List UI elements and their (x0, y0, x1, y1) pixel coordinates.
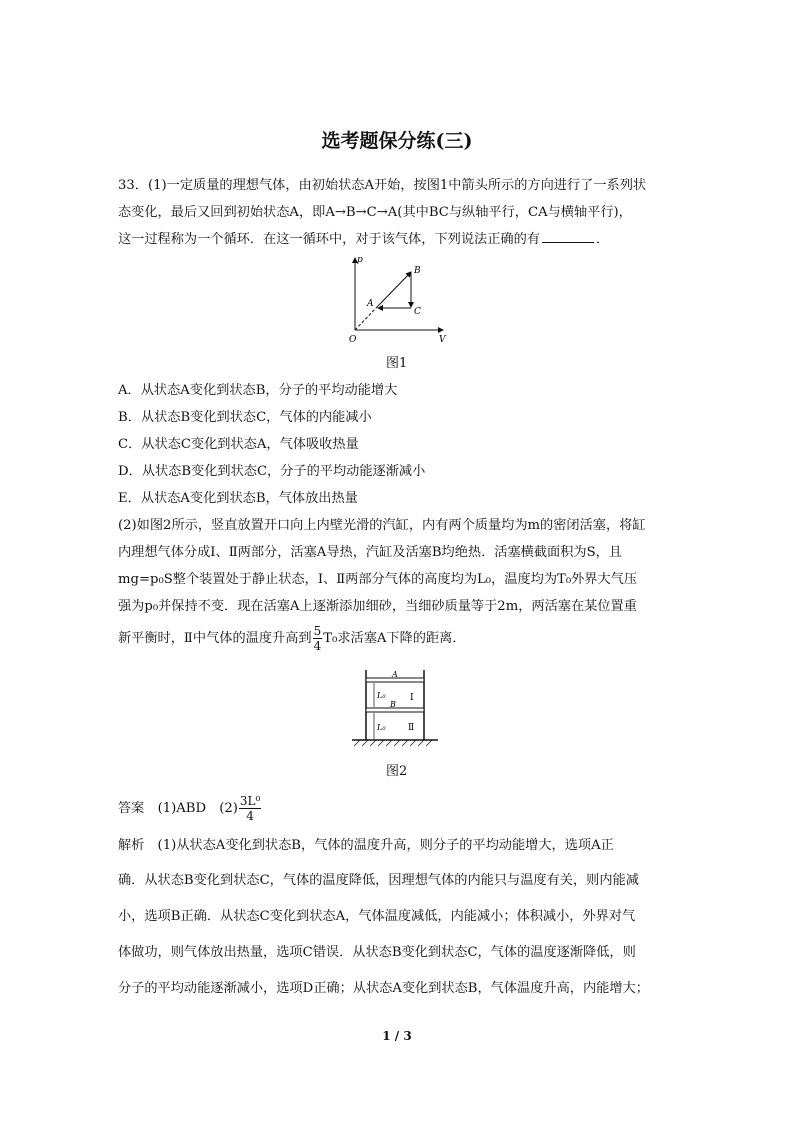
option-e: E．从状态A变化到状态B，气体放出热量 (118, 491, 358, 506)
q33-line3-end: ． (596, 232, 610, 247)
analysis-line5: 分子的平均动能逐渐减小，选项D正确；从状态A变化到状态B，气体温度升高，内能增大； (118, 981, 649, 996)
part2-line2: 内理想气体分成Ⅰ、Ⅱ两部分，活塞A导热，汽缸及活塞B均绝热．活塞横截面积为S，且 (118, 545, 622, 560)
q33-line1: 33．(1)一定质量的理想气体，由初始状态A开始，按图1中箭头所示的方向进行了一系列状 (118, 178, 647, 193)
path-a-to-b (376, 272, 411, 308)
option-d: D．从状态B变化到状态C，分子的平均动能逐渐减小 (118, 464, 426, 479)
part2-line5 (118, 624, 466, 653)
part-2-label: Ⅱ (408, 723, 415, 733)
point-b-label: B (414, 266, 421, 276)
figure-2-cylinder (348, 668, 442, 748)
q33-line2: 态变化，最后又回到初始状态A，即A→B→C→A(其中BC与纵轴平行，CA与横轴平行)， (118, 205, 632, 220)
part2-line1: (2)如图2所示，竖直放置开口向上内壁光滑的汽缸，内有两个质量均为m的密闭活塞，将缸 (118, 518, 646, 533)
p-label: p (357, 255, 363, 265)
figure-1-caption: 图1 (386, 356, 408, 371)
page-title: 选考题保分练(三) (321, 130, 473, 152)
option-b: B．从状态B变化到状态C，气体的内能减小 (118, 410, 372, 425)
fraction-numerator: 5 (313, 624, 322, 638)
answer-part2-prefix: (2) (219, 801, 238, 816)
v-label: V (439, 335, 446, 344)
point-a-label: A (367, 299, 374, 309)
answer-fraction (239, 794, 261, 823)
part2-line5-post: T₀求活塞A下降的距离． (323, 631, 466, 646)
analysis-line1: 解析 (1)从状态A变化到状态B，气体的温度升高，则分子的平均动能增大，选项A正 (118, 838, 614, 853)
dashed-line-to-origin (355, 308, 376, 330)
answer-fraction-denominator: 4 (246, 809, 254, 823)
part2-line3: mg=p₀S整个装置处于静止状态，Ⅰ、Ⅱ两部分气体的高度均为L₀，温度均为T₀外界大气压 (118, 572, 638, 587)
figure-2-caption: 图2 (386, 764, 408, 779)
answer-line (118, 794, 262, 823)
part-1-label: Ⅰ (410, 693, 414, 703)
answer-fraction-numerator: 3L⁰ (239, 794, 261, 808)
part2-line5-pre: 新平衡时，Ⅱ中气体的温度升高到 (118, 631, 312, 646)
fraction-five-fourths (313, 624, 323, 653)
piston-a-label: A (392, 670, 398, 679)
figure-1-pv-diagram (343, 252, 453, 344)
answer-part1: (1)ABD (157, 801, 207, 816)
point-c-label: C (414, 307, 421, 317)
l0-bottom-label: L₀ (377, 723, 386, 732)
analysis-line4: 体做功，则气体放出热量，选项C错误．从状态B变化到状态C，气体的温度逐渐降低，则 (118, 945, 636, 960)
ground-hatching (354, 740, 432, 746)
answer-blank (542, 230, 594, 243)
origin-label: O (349, 335, 357, 344)
answer-label: 答案 (118, 801, 145, 816)
fraction-denominator: 4 (313, 639, 322, 653)
option-c: C．从状态C变化到状态A，气体吸收热量 (118, 437, 359, 452)
q33-line3-text: 这一过程称为一个循环．在这一循环中，对于该气体，下列说法正确的有 (118, 232, 540, 247)
page-number: 1 / 3 (382, 1029, 412, 1043)
part2-line4: 强为p₀并保持不变．现在活塞A上逐渐添加细砂，当细砂质量等于2m，两活塞在某位置重 (118, 599, 637, 614)
piston-b-label: B (390, 700, 396, 709)
option-a: A．从状态A变化到状态B，分子的平均动能增大 (118, 383, 398, 398)
analysis-line3: 小，选项B正确．从状态C变化到状态A，气体温度减低，内能减小；体积减小，外界对气 (118, 909, 636, 924)
l0-top-label: L₀ (377, 691, 386, 700)
q33-line3 (118, 228, 609, 247)
analysis-line2: 确．从状态B变化到状态C，气体的温度降低，因理想气体的内能只与温度有关，则内能减 (118, 873, 639, 888)
